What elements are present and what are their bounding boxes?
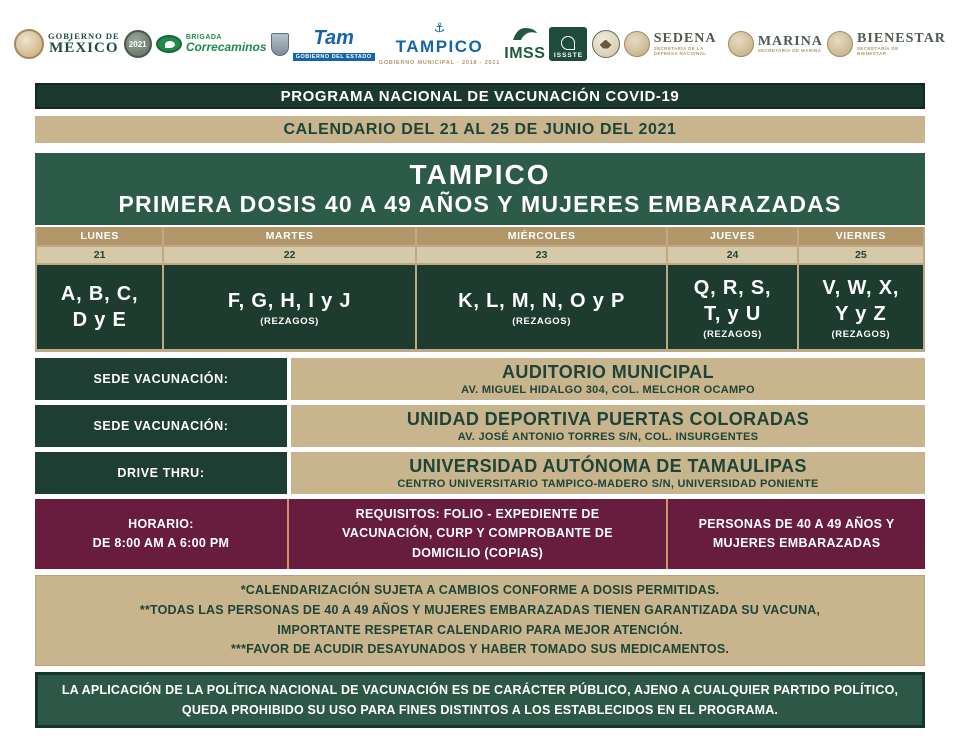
tamaulipas-gobierno-logo [293,28,375,61]
tampico-label: TAMPICO [395,37,484,57]
notes-block [35,575,925,666]
dose-subtitle: PRIMERA DOSIS 40 A 49 AÑOS Y MUJERES EMBARAZADAS [118,191,842,218]
tampico-sub-label: GOBIERNO MUNICIPAL · 2018 - 2021 [378,60,501,67]
marina-label: MARINA [757,33,823,49]
sedena-crest-icon [592,30,620,58]
brigada-correcaminos-logo [156,34,267,55]
date-cell-25: 25 [799,247,923,263]
mexico-eagle-seal-icon [14,29,44,59]
brigada-label: BRIGADA [185,33,222,41]
venue-row-auditorio [35,358,925,400]
title-block [35,153,925,225]
legal-footer [35,672,925,728]
venue-label: DRIVE THRU: [35,452,287,494]
letters-cell-viernes: V, W, X, Y y Z (REZAGOS) [799,265,923,349]
bienestar-sub-label: SECRETARÍA DE BIENESTAR [857,45,899,56]
imss-logo [504,26,545,62]
tam-script-label: Tam [313,26,354,49]
venue-row-unidad-deportiva [35,405,925,447]
marina-seal-icon [728,31,754,57]
venue-label: SEDE VACUNACIÓN: [35,405,287,447]
requirements-cell: REQUISITOS: FOLIO - EXPEDIENTE DE VACUNACIÓN, CURP Y COMPROBANTE DE DOMICILIO (COPIAS) [289,499,666,569]
imss-eagle-icon [511,26,539,41]
sedena-label: SEDENA [653,31,717,47]
letters-cell-martes: F, G, H, I y J (REZAGOS) [164,265,415,349]
venue-name: UNIDAD DEPORTIVA PUERTAS COLORADAS [406,408,810,429]
schedule-value: DE 8:00 AM A 6:00 PM [92,536,230,550]
bienestar-logo [827,31,946,57]
venue-address: AV. JOSÉ ANTONIO TORRES S/N, COL. INSURGENTES [457,431,759,444]
venue-address: CENTRO UNIVERSITARIO TAMPICO-MADERO S/N, UNIVERSIDAD PONIENTE [397,478,819,491]
program-banner: PROGRAMA NACIONAL DE VACUNACIÓN COVID-19 [35,83,925,109]
marina-sub-label: SECRETARÍA DE MARINA [757,48,822,54]
footer-line-2: QUEDA PROHIBIDO SU USO PARA FINES DISTINTOS A LOS ESTABLECIDOS EN EL PROGRAMA. [181,703,779,717]
city-title: TAMPICO [409,159,551,191]
day-header-viernes: VIERNES [799,227,923,245]
tampico-municipal-logo [379,21,500,67]
venue-address: AV. MIGUEL HIDALGO 304, COL. MELCHOR OCAMPO [461,384,755,397]
date-cell-21: 21 [37,247,162,263]
gobierno-del-estado-label: GOBIERNO DEL ESTADO [293,53,375,61]
day-header-jueves: JUEVES [668,227,796,245]
sedena-logo [624,31,724,57]
date-cell-22: 22 [164,247,415,263]
venues-list [35,358,925,494]
imss-label: IMSS [504,45,546,62]
note-line-3: IMPORTANTE RESPETAR CALENDARIO PARA MEJOR ATENCIÓN. [277,622,683,637]
anchor-icon: ⚓ [433,20,446,36]
day-header-lunes: LUNES [37,227,162,245]
bienestar-label: BIENESTAR [857,31,946,47]
letters-cell-lunes: A, B, C, D y E [37,265,162,349]
mexico-2021-seal-icon: 2021 [124,30,152,58]
gobierno-line2: MÉXICO [49,39,119,56]
venue-name: UNIVERSIDAD AUTÓNOMA DE TAMAULIPAS [409,455,807,476]
note-line-1: *CALENDARIZACIÓN SUJETA A CAMBIOS CONFORME A DOSIS PERMITIDAS. [240,583,720,597]
correcaminos-label: Correcaminos [185,40,267,55]
venue-name: AUDITORIO MUNICIPAL [502,361,714,382]
venue-label: SEDE VACUNACIÓN: [35,358,287,400]
date-cell-23: 23 [417,247,667,263]
info-row [35,499,925,569]
correcaminos-bird-icon [156,35,182,53]
issste-label: ISSSTE [553,52,584,59]
day-header-miercoles: MIÉRCOLES [417,227,667,245]
marina-logo [728,31,823,57]
note-line-2: **TODAS LAS PERSONAS DE 40 A 49 AÑOS Y MUJERES EMBARAZADAS TIENEN GARANTIZADA SU VACUNA, [139,602,821,617]
issste-logo [549,27,587,61]
note-line-4: ***FAVOR DE ACUDIR DESAYUNADOS Y HABER TOMADO SUS MEDICAMENTOS. [230,642,730,657]
calendar-banner: CALENDARIO DEL 21 AL 25 DE JUNIO DEL 2021 [35,116,925,143]
venue-row-drive-thru [35,452,925,494]
issste-emblem-icon [561,36,575,50]
audience-cell: PERSONAS DE 40 A 49 AÑOS Y MUJERES EMBARAZADAS [668,499,925,569]
logo-strip [12,0,948,80]
letters-cell-jueves: Q, R, S, T, y U (REZAGOS) [668,265,796,349]
letters-cell-miercoles: K, L, M, N, O y P (REZAGOS) [417,265,667,349]
gobierno-de-mexico-logo [14,29,152,59]
sedena-sub-label: SECRETARÍA DE LA DEFENSA NACIONAL [653,45,707,56]
gobierno-line1: GOBIERNO DE [48,30,120,41]
sedena-seal-icon [624,31,650,57]
footer-line-1: LA APLICACIÓN DE LA POLÍTICA NACIONAL DE VACUNACIÓN ES DE CARÁCTER PÚBLICO, AJENO A CUALQUIER PARTIDO POLÍTICO, [61,683,899,697]
schedule-label: HORARIO: [128,516,194,531]
schedule-cell [35,499,287,569]
tamaulipas-crest-icon [271,33,289,56]
date-cell-24: 24 [668,247,796,263]
day-header-martes: MARTES [164,227,415,245]
bienestar-seal-icon [827,31,853,57]
calendar-table [35,227,925,352]
